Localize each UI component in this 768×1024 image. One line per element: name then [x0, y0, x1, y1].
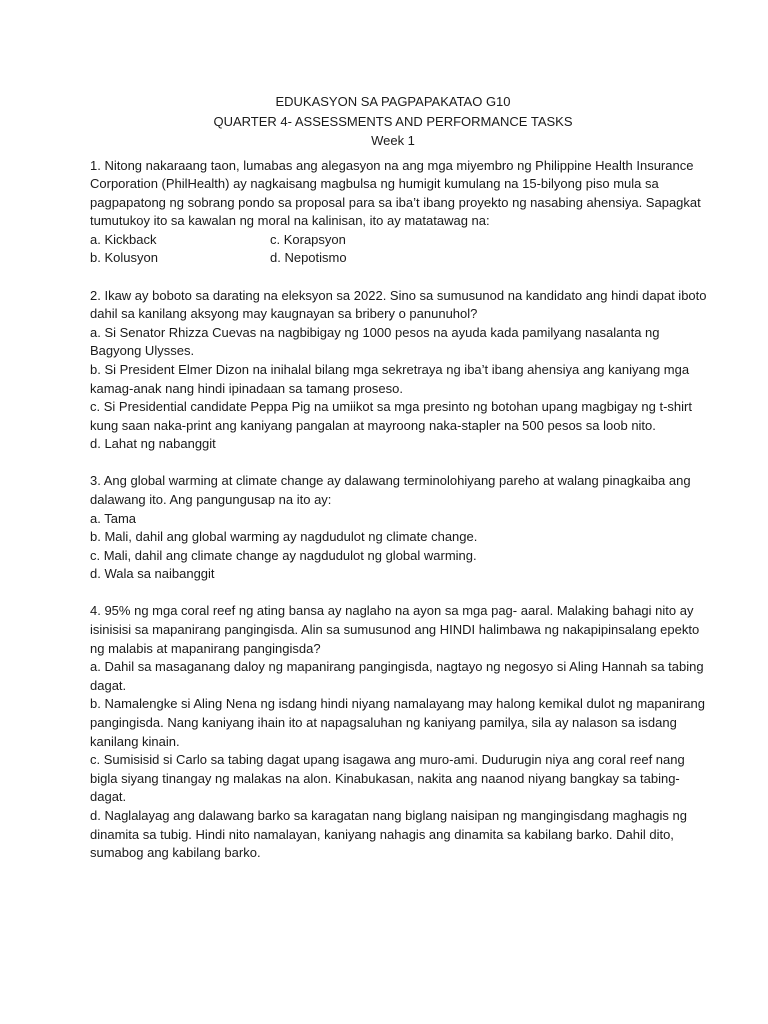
option-c: c. Korapsyon [270, 231, 346, 247]
option-a: a. Kickback [90, 231, 157, 247]
option-b: b. Namalengke si Aling Nena ng isdang hindi niyang namalayang may halong kemikal dulot ng mapanirang pangingisda. Nang kaniyang ihain ito at napagsaluhan ng kaniyang pamilya, sila ay nalason sa isdang kanilang kinain. [90, 696, 705, 749]
question-text: 4. 95% ng mga coral reef ng ating bansa ay naglaho na ayon sa mga pag- aaral. Malaking bahagi nito ay isinisisi sa mapanirang pangingisda. Alin sa sumusunod ang HINDI halimbawa ng nakapipinsalang epekto ng malabis at mapanirang pangingisda? [90, 603, 700, 656]
question-text: 1. Nitong nakaraang taon, lumabas ang alegasyon na ang mga miyembro ng Philippine Health Insurance Corporation (PhilHealth) ay nagkaisang magbulsa ng humigit kumulang na 15-bilyong piso mula sa pagpapatong ng sobrang pondo sa proposal para sa iba’t ibang proyekto ng nasabing ahensiya. Sapagkat tumutukoy ito sa kawalan ng moral na kalinisan, ito ay matatawag na: [90, 157, 701, 229]
option-b: b. Mali, dahil ang global warming ay nagdudulot ng climate change. [90, 529, 478, 545]
answer-options [90, 510, 708, 584]
answer-options [90, 324, 708, 454]
option-a: a. Dahil sa masaganang daloy ng mapanirang pangingisda, nagtayo ng negosyo si Aling Hannah sa tabing dagat. [90, 659, 704, 693]
week-label: Week 1 [371, 133, 415, 148]
document-header [90, 92, 708, 151]
option-d: d. Lahat ng nabanggit [90, 436, 216, 452]
question-text: 2. Ikaw ay boboto sa darating na eleksyon sa 2022. Sino sa sumusunod na kandidato ang hindi dapat iboto dahil sa kanilang aksyong may kaugnayan sa bribery o panunuhol? [90, 287, 707, 322]
option-c: c. Si Presidential candidate Peppa Pig na umiikot sa mga presinto ng botohan upang magbigay ng t-shirt kung saan naka-print ang kaniyang pangalan at mayroong naka-stapler na 500 pesos sa loob nito. [90, 399, 692, 433]
option-a: a. Si Senator Rhizza Cuevas na nagbibigay ng 1000 pesos na ayuda kada pamilyang nasalanta ng Bagyong Ulysses. [90, 324, 660, 359]
question-3 [90, 472, 708, 584]
option-a: a. Tama [90, 510, 137, 526]
answer-options [90, 231, 708, 268]
question-text: 3. Ang global warming at climate change ay dalawang terminolohiyang pareho at walang pinagkaiba ang dalawang ito. Ang pangungusap na ito ay: [90, 473, 691, 507]
option-c: c. Sumisisid si Carlo sa tabing dagat upang isagawa ang muro-ami. Dudurugin niya ang coral reef nang bigla siyang tinangay ng malakas na alon. Kinabukasan, nakita ang naanod niyang bangkay sa tabing-dagat. [90, 752, 685, 805]
option-d: d. Wala sa naibanggit [90, 566, 215, 582]
option-d: d. Nepotismo [270, 250, 347, 266]
document-title: EDUKASYON SA PAGPAPAKATAO G10 [275, 94, 511, 109]
question-1 [90, 157, 708, 269]
document-subtitle: QUARTER 4- ASSESSMENTS AND PERFORMANCE TASKS [213, 113, 573, 129]
answer-options [90, 658, 708, 863]
question-2 [90, 287, 708, 454]
option-c: c. Mali, dahil ang climate change ay nagdudulot ng global warming. [90, 547, 477, 563]
option-b: b. Si President Elmer Dizon na inihalal bilang mga sekretraya ng iba’t ibang ahensiya ang kaniyang mga kamag-anak nang hindi ipinadaan sa tamang proseso. [90, 361, 690, 396]
option-d: d. Naglalayag ang dalawang barko sa karagatan nang biglang naisipan ng mangingisdang maghagis ng dinamita sa tubig. Hindi nito namalayan, kaniyang nahagis ang dinamita sa kabilang barko. Dahil dito, sumabog ang kabilang barko. [90, 808, 687, 861]
option-b: b. Kolusyon [90, 250, 158, 266]
question-4 [90, 602, 708, 862]
